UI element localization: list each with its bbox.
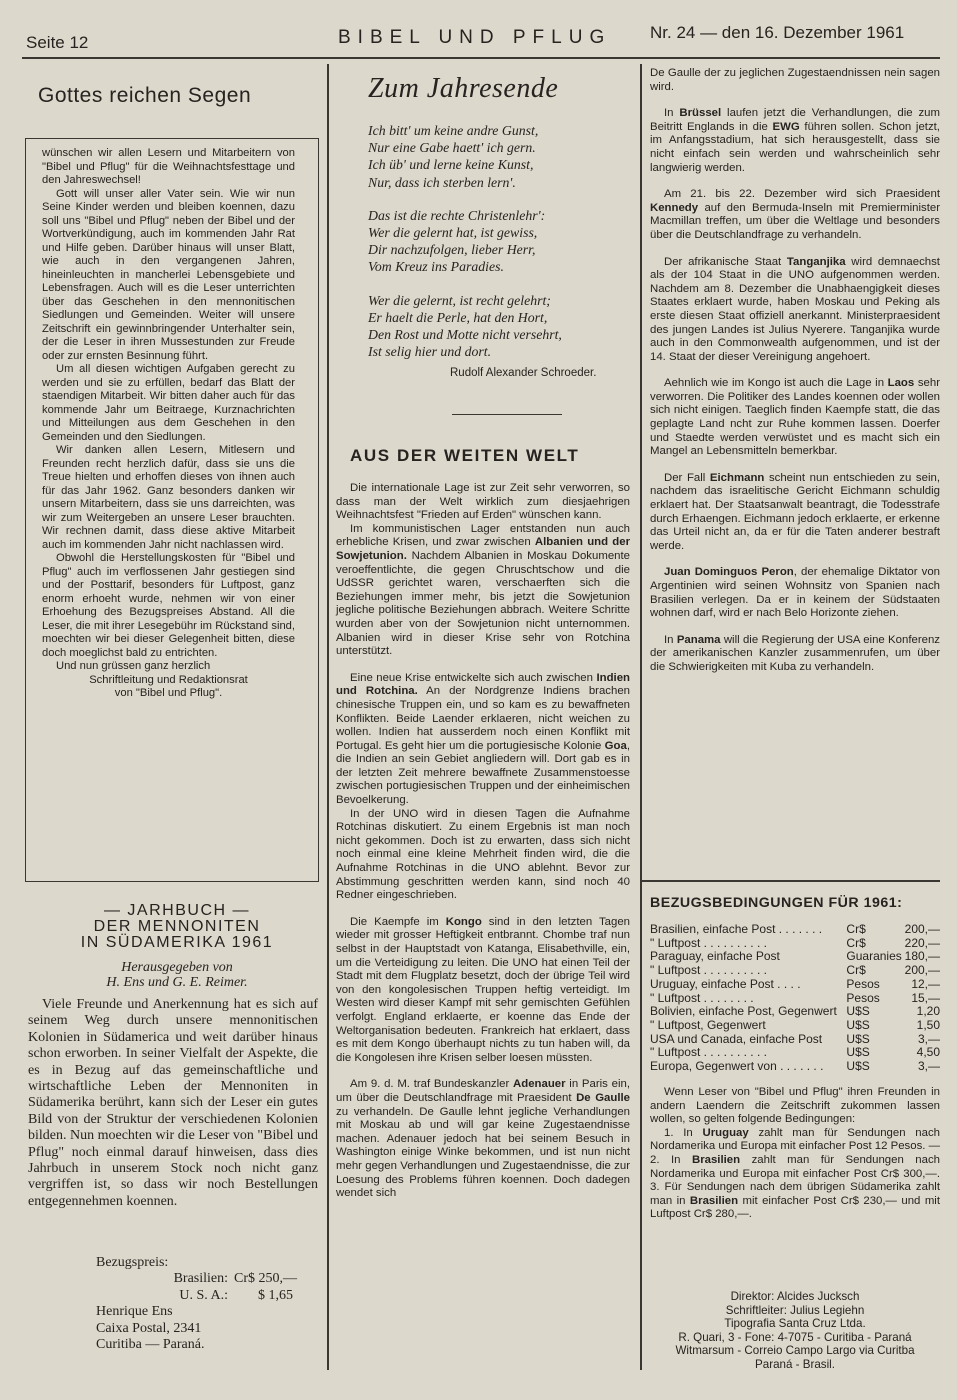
news-paragraph [650,256,940,365]
imprint-line: Witmarsum - Correio Campo Largo via Curitba [675,1344,915,1357]
subscription-cell: Bolivien, einfache Post, Gegenwert [650,1004,837,1019]
imprint-line: Direktor: Alcides Jucksch [730,1290,860,1303]
imprint-line: Tipografia Santa Cruz Ltda. [724,1317,866,1330]
subscription-row [650,1019,940,1033]
text: Die Kaempfe im [350,915,446,928]
news-paragraph [650,634,940,675]
section-divider [452,414,562,415]
subscription-row [650,1005,940,1019]
masthead: BIBEL UND PFLUG [338,27,612,48]
subscription-cell: 3,— [917,1031,940,1046]
text: In [664,633,677,646]
subscription-cell: Guaranies [846,949,902,964]
price-country: U. S. A.: [179,1287,228,1303]
subscription-row [650,937,940,951]
subscription-row [650,992,940,1006]
text-bold: Goa [604,739,627,752]
price-value: Cr$ 250,— [234,1271,297,1287]
news-paragraph [650,377,940,459]
subscription-cell: Cr$ [846,963,866,978]
price-label: Bezugspreis: [96,1255,169,1270]
welt-paragraph [336,916,630,1066]
news-paragraph [650,188,940,242]
subscription-cell: U$S [846,1004,870,1019]
subscription-cell: Cr$ [846,922,866,936]
poem-line: Den Rost und Motte nicht versehrt, [368,327,562,343]
greeting-paragraph: Gott will unser aller Vater sein. Wie wir nun Seine Kinder werden und bleiben koennen, dazu soll uns "Bibel und Pflug" neben der Bibel und der Wortverkündigung, auch im kommenden Jahr Rat und Hilfe geben. Darüber hinaus will unser Blatt, wie auch in den vergangenen Jahren, hineinleuchten in mancherlei Lebensgebiete und Lebensfragen. Auch will es die Leser unterrichten über das Geschehen in den mennonitischen Siedlungen und Gemeinden. Weiter will unsere Zeitschrift ein gewinnbringender Unterhalter sein, der die Leser in ihren Mussestunden zur Freude oder zur ernsten Besinnung führt. [42,187,295,362]
text: in Paris ein, um über die Deutschlandfrage mit Praesident [336,1078,630,1104]
welt-text [336,482,630,1201]
jahrbuch-editors-line: Herausgegeben von [121,960,233,975]
welt-paragraph [336,672,630,808]
text: An der Nordgrenze Indiens brachen chinesische Truppen ein, und so kam es zu bewaffneten Konflikten. Beide Laender erklaeren, nicht weichen zu wollen. Indien hat ausserdem noch einen Konflikt mit Portugal. Es geht hier um die portugiesische Kolonie [336,685,630,752]
text: Der Fall [664,471,710,484]
text: sehr verworren. Die Politiker des Landes koennen oder wollen sich nicht einigen. Taeglich finden Kaempfe statt, die das geplagte Land ncht zur Ruhe kommen lassen. Doerfer und Staedte werden verwüstet und es macht sich ein Mangel an Lebensmitteln bemerkbar. [650,377,940,458]
imprint-line: R. Quari, 3 - Fone: 4-7075 - Curitiba - Paraná [678,1330,912,1344]
subscription-cell: Europa, Gegenwert von . . . . . . . [650,1059,824,1074]
subscription-row [650,978,940,992]
text-bold: De Gaulle [576,1091,631,1104]
poem-line: Nur eine Gabe haett' ich gern. [368,140,536,156]
imprint [650,1290,940,1371]
poem-line: Nur, dass ich sterben lern'. [368,174,516,190]
text-bold: Tanganjika [786,255,846,268]
address-line: Henrique Ens [96,1304,173,1320]
text: will die Regierung der USA eine Konferenz der amerikanischen Kanzler zusammenrufen, um über die Schwierigkeiten mit Kuba zu verhandeln. [650,633,940,673]
poem-stanza [368,207,636,276]
text: In [664,107,680,120]
subscription-row [650,1046,940,1060]
section-title: AUS DER WEITEN WELT [350,446,580,465]
poem-line: Vom Kreuz ins Paradies. [368,259,504,275]
greeting-paragraph: Wir danken allen Lesern, Mitlesern und Freunden recht herzlich dafür, dass sie uns die Treue hielten und erhoffen dieses von ihnen auch für das Jahr 1962. Ganz besonders danken wir unsern Mitarbeitern, dass sie uns darreichten, was wir zum Weitergeben an unsere Leser brauchten. Wir rechnen damit, dass diese aktive Mitarbeit auch im kommenden Jahr nicht nachlassen wird. [42,444,295,551]
column-rule-right [640,64,642,1370]
text: auf den Bermuda-Inseln mit Premierminister Macmillan treffen, um über die Weltlage und besonders über die Deutschlandfrage zu verhandeln. [650,201,940,241]
poem-line: Wer die gelernt hat, ist gewiss, [368,225,538,241]
text-bold: Panama [676,633,721,646]
greeting-signature: von "Bibel und Pflug". [114,687,223,699]
subscription-cell: U$S [846,1031,870,1046]
subscription-note [650,1086,940,1222]
text-bold: EWG [772,120,800,133]
poem-line: Wer die gelernt, ist recht gelehrt; [368,292,551,308]
jahrbuch-paragraph: Viele Freunde und Anerkennung hat es sich auf seinem Weg durch unsere mennonitischen Kolonien in Südamerica und weit darüber hinaus schon erworben. In seiner Vielfalt der Aspekte, die es in Bezug auf das gemeinschaftliche und wirtschaftliche Leben der Mennoniten in Südamerika berührt, kann sich der Leser ein gutes Bild von der Struktur der verschiedenen Kolonien bilden. Nun moechten wir die Leser von "Bibel und Pflug" noch einmal darauf hinweisen, dass dies Jahrbuch in unserem Stock noch nicht ganz vergriffen ist, so dass wir noch Bestellungen entgegennehmen koennen. [28,997,318,1209]
text: Der afrikanische Staat [664,255,787,268]
subscription-cell: 200,— [904,922,940,936]
text: , die Indien an sein Gebiet angliedern will. Dort gab es in der letzten Zeit mehrere bewaffnete Zusammenstoesse zwischen portugiesischen Truppen und der einheimischen Bevoelkerung. [336,739,630,807]
poem-line: Ich üb' und lerne keine Kunst, [368,157,534,173]
subscription-table [650,923,940,1074]
text: führen sollen. Schon jetzt, im Anfangsstadium, hat sich herausgestellt, dass sie nicht einfach sein werden und wahrscheinlich sehr langwierig werden. [650,120,940,174]
text-bold: Laos [887,377,915,390]
news-paragraph: De Gaulle der zu jeglichen Zugestaendnissen nein sagen wird. [650,67,940,93]
greeting-signature: Schriftleitung und Redaktionsrat [89,673,248,686]
subscription-cell: Pesos [846,976,880,991]
text: Eine neue Krise entwickelte sich auch zwischen [350,671,597,684]
text-bold: Albanien und der Sowjetunion. [336,536,630,562]
jahrbuch-prices [96,1255,297,1353]
poem-line: Ist selig hier und dort. [368,344,492,360]
text-bold: Eichmann [709,471,765,484]
subscription-cell: 3,— [917,1059,940,1074]
greeting-title: Gottes reichen Segen [38,84,252,107]
poem [368,122,636,376]
welt-paragraph [336,1078,630,1200]
subscription-cell: 1,20 [916,1004,940,1019]
jahrbuch-text [28,997,318,1210]
right-column-text [650,67,940,675]
subscription-cell: " Luftpost . . . . . . . . . . [650,963,767,978]
greeting-paragraph: Um all diesen wichtigen Aufgaben gerecht zu werden und sie zu erfüllen, bedarf das Blatt der staendigen Mitarbeit. Wir bitten daher auch für das kommende Jahr um Beitraege, Kurznachrichten und Mitteilungen aus dem Geschehen in den Gemeinden und den Siedlungen. [42,363,295,443]
subscription-cell: " Luftpost . . . . . . . . [650,990,754,1005]
jahrbuch-title-line: — JARHBUCH — [103,902,250,919]
subscription-cell: Uruguay, einfache Post . . . . [650,976,801,991]
address-line: Curitiba — Paraná. [96,1337,205,1353]
subscription-cell: Paraguay, einfache Post [650,949,780,964]
imprint-line: Schriftleiter: Julius Legiehn [725,1303,865,1317]
jahrbuch-editors [42,960,312,990]
text-bold: Indien und Rotchina. [336,671,630,698]
subscription-cell: U$S [846,1017,870,1032]
subscription-paragraph [650,1127,940,1222]
text: Im kommunistischen Lager entstanden nun auch erhebliche Krisen, und zwar zwischen [336,522,630,549]
text: mit einfacher Post Cr$ 230,— und mit Luftpost Cr$ 280,—. [650,1194,941,1221]
welt-paragraph: In der UNO wird in diesen Tagen die Aufnahme Rotchinas diskutiert. Zu einem Ergebnis ist man noch nicht gekommen. Doch ist zu erwarten, dass sich nicht noch einmal eine kleine Mehrheit finden wird, die die Aufnahme Rotchinas in die UNO ablehnt. Bevor zur Abstimmung geschritten werden kann, sind noch 40 Redner eingeschrieben. [336,807,630,902]
text-bold: Juan Dominguos Peron [664,566,794,579]
text: zahlt man für Sendungen nach Nordamerika und Europa mit einfacher Post Cr$ 300,—. 3. Für Sendungen nach dem übrigen Südamerika zahlt man in [650,1153,940,1207]
header-rule [22,57,940,59]
text: , der ehemalige Diktator von Argentinien wird seinen Wohnsitz von Spanien nach Brasilien verlegen. Da er in keinem der Südstaaten wohnen darf, wird er nach Belo Horizonte ziehen. [650,566,940,620]
text-bold: Kennedy [650,201,699,214]
subscription-cell: " Luftpost . . . . . . . . . . [650,935,767,950]
text: zu verhandeln. De Gaulle lehnt jegliche Verhandlungen mit Moskau ab und will gar keine Zugestaendnisse machen. Adenauer jedoch hat bei seinem Besuch in Washington einige Winke bekommen, und ist nun nicht mehr gegen Verhandlungen und Zugestaendnisse, die zur Loesung des Problems führen koennen. Doch dadegen wendet sich [336,1105,630,1200]
subscription-cell: USA und Canada, einfache Post [650,1031,823,1046]
text: sind in den letzten Tagen wieder mit grosser Heftigkeit entbrannt. Chombe traf nun selbst in der Hauptstadt von Katanga, Elisabethville, ein, um die Verteidigung zu leiten. Die UNO hat einen Teil der Stadt mit dem Flugplatz besetzt, doch der übrige Teil wird von den kongolesischen Truppen heftig verteidigt. Im Westen wird dieser Kampf mit sehr gemischten Gefühlen verfolgt. England erklaerte, er koenne das Ende der Weltorganisation bedeuten. Frankreich hat erklaert, dass es mit dem Kongo überhaupt nichts zu tun haben will, da die Kongolesen ihre Krisen selber loesen müssten. [336,915,630,1064]
text: 1. In [664,1126,703,1139]
text-bold: Brasilien [691,1153,741,1166]
jahrbuch-title-line: IN SÜDAMERIKA 1961 [80,934,274,951]
subscription-row [650,1060,940,1074]
welt-paragraph: Die internationale Lage ist zur Zeit sehr verworren, so dass man der Welt wirklich zum diesjaehrigen Weihnachtsfest "Frieden auf Erden" wünschen kann. [336,482,630,522]
greeting-paragraph: Und nun grüssen ganz herzlich [56,660,211,672]
text-bold: Adenauer [513,1078,566,1091]
issue-date: Nr. 24 — den 16. Dezember 1961 [650,23,905,42]
subscription-cell: U$S [846,1045,870,1060]
text: laufen jetzt die Verhandlungen, die zum Beitritt Englands in die [650,107,941,133]
subscription-row [650,964,940,978]
page-number: Seite 12 [26,33,89,52]
column-rule-left [327,64,329,1370]
jahrbuch-editors-line: H. Ens und G. E. Reimer. [106,975,248,990]
subscription-cell: 12,— [911,976,940,991]
subscription-cell: " Luftpost, Gegenwert [650,1017,766,1032]
subscription-cell: U$S [846,1059,870,1074]
poem-stanza [368,122,636,191]
text-bold: Kongo [445,915,482,928]
subscription-cell: 180,— [904,949,940,964]
text: Nachdem Albanien in Moskau Dokumente veroeffentlichte, die gegen Chruschtschow und die UdSSR gerichtet waren, verschaerften sich die Beziehungen immer mehr, bis jetzt die Sowjetunion jegliche politische Beziehungen abbrach. Weitere Schritte wurden aber von der Sowjetunion nicht unternommen. Albanien wird in dieser Krise sehr von Rotchina unterstützt. [336,549,630,658]
poem-stanza [368,292,636,361]
subscription-cell: Cr$ [846,935,866,950]
poem-author: Rudolf Alexander Schroeder. [450,367,597,379]
text: Aehnlich wie im Kongo ist auch die Lage in [664,377,888,390]
subscription-cell: " Luftpost . . . . . . . . . . [650,1045,767,1060]
text: zahlt man für Sendungen nach Nordamerika und Europa mit einfacher Post 12 Pesos. — 2. In [650,1126,940,1166]
subscription-cell: 4,50 [916,1045,940,1060]
subscription-title: BEZUGSBEDINGUNGEN FÜR 1961: [650,895,903,911]
welt-paragraph [336,523,630,659]
news-paragraph [650,566,940,620]
subscription-cell: 200,— [904,963,940,978]
section-divider [642,880,940,882]
subscription-row [650,950,940,964]
text-bold: Brüssel [679,107,722,120]
text: Am 9. d. M. traf Bundeskanzler [350,1078,514,1091]
price-country: Brasilien: [173,1271,228,1287]
subscription-row [650,1033,940,1047]
subscription-cell: Brasilien, einfache Post . . . . . . . [650,922,823,936]
greeting-paragraph: wünschen wir allen Lesern und Mitarbeitern von "Bibel und Pflug" für die Weihnachtsfesttage und den Jahreswechsel! [42,147,295,186]
subscription-row [650,923,940,937]
text-bold: Brasilien [689,1194,739,1207]
poem-title: Zum Jahresende [368,73,559,104]
price-value: $ 1,65 [258,1287,293,1303]
subscription-cell: 15,— [911,990,940,1005]
imprint-line: Paraná - Brasil. [755,1357,835,1371]
news-paragraph [650,107,940,175]
poem-line: Ich bitt' um keine andre Gunst, [368,123,539,138]
subscription-cell: 220,— [904,935,940,950]
jahrbuch-title [42,903,312,951]
text-bold: Uruguay [702,1126,749,1139]
subscription-cell: 1,50 [916,1017,940,1032]
poem-line: Er haelt die Perle, hat den Hort, [368,309,548,325]
greeting-paragraph: Obwohl die Herstellungskosten für "Bibel und Pflug" auch im verflossenen Jahr gestiegen sind und der Posttarif, besonders für Luftpost, ganz enorm erhoeht wurde, nehmen wir von einer Erhoehung des Bezugspreises Abstand. All die Leser, die mit ihrer Lesegebühr im Rückstand sind, moechten wir bei dieser Gelegenheit bitten, diese doch moeglichst bald zu entrichten. [42,552,295,659]
text: wird demnaechst als der 104 Staat in die UNO aufgenommen werden. Nachdem am 8. Dezember die Unabhaengigkeit dieses Staates erklaert wurde, haben Moskau und Peking als erste diesen Staat offiziell anerkannt. Ministerpraesident des jungen Landes ist Julius Nyerere. Tanganjika wurde auch in den Commonwealth aufgenommen, und ist der 14. Staat der dieser Vereinigung angehoert. [650,255,940,363]
poem-line: Dir nachzufolgen, lieber Herr, [368,242,536,258]
poem-line: Das ist die rechte Christenlehr': [368,207,546,223]
subscription-paragraph: Wenn Leser von "Bibel und Pflug" ihren Freunden in andern Laendern die Zeitschrift zukommen lassen wollen, so gelten folgende Bedingungen: [650,1086,940,1126]
address-line: Caixa Postal, 2341 [96,1320,202,1336]
text: scheint nun entschieden zu sein, nachdem das israelitische Gericht Eichmann schuldig erklaert hat. Der Staatsanwalt beantragt, die Todesstrafe durch Erhaengen. Eichmann jedoch erklaerte, er erkenne das Urteil nicht an, da er für die Taten anderer bestraft werde. [650,471,940,552]
news-paragraph [650,472,940,554]
subscription-cell: Pesos [846,990,880,1005]
greeting-text [42,147,295,701]
text: Am 21. bis 22. Dezember wird sich Praesident [664,188,940,201]
jahrbuch-title-line: DER MENNONITEN [93,918,261,935]
